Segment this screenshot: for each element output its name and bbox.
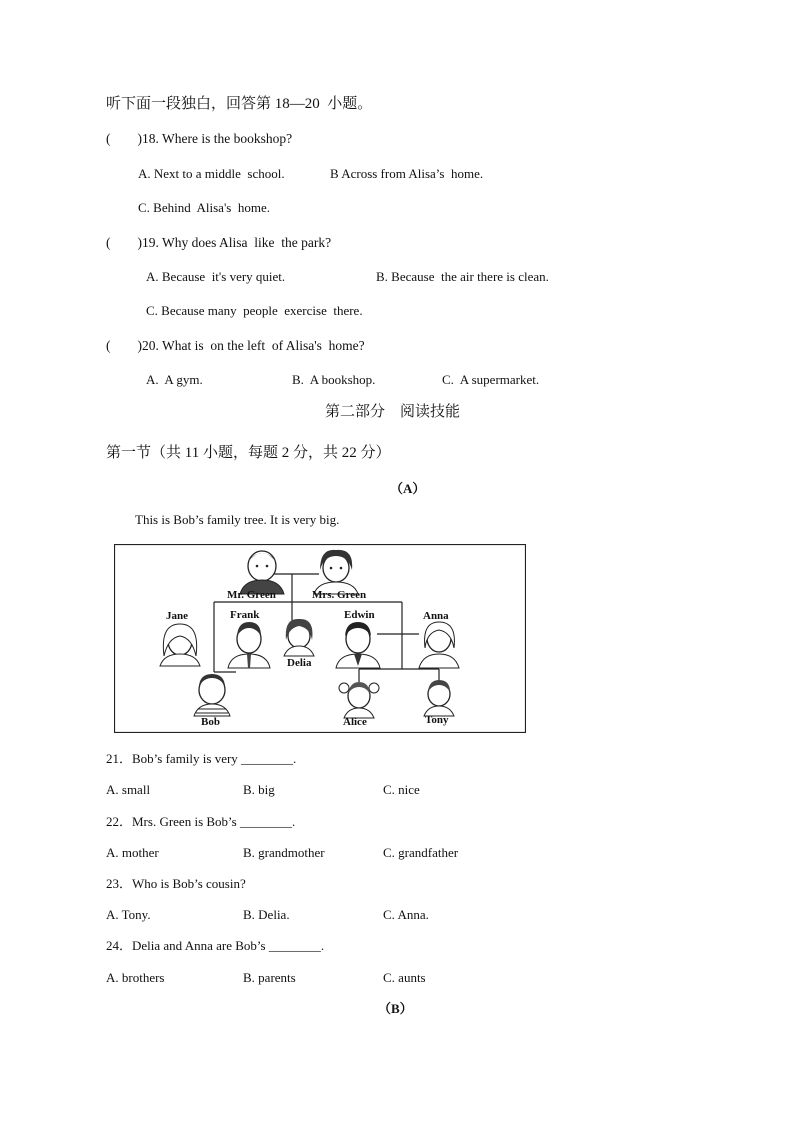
question-24-option-c: C. aunts	[383, 970, 426, 985]
family-tree-labels	[114, 544, 526, 733]
section-heading: 第一节（共 11 小题，每题 2 分，共 22 分）	[106, 445, 391, 461]
label-mrs-green: Mrs. Green	[312, 589, 367, 601]
question-22-option-a: A. mother	[106, 845, 159, 860]
question-20-option-b: B. A bookshop.	[292, 372, 376, 387]
question-23-option-b: B. Delia.	[243, 907, 290, 922]
label-delia: Delia	[287, 657, 312, 669]
passage-a-label: （A）	[390, 481, 426, 496]
question-21-option-c: C. nice	[383, 782, 420, 797]
question-18-option-a: A. Next to a middle school.	[138, 166, 285, 181]
label-edwin: Edwin	[344, 609, 375, 621]
question-24-option-b: B. parents	[243, 970, 296, 985]
label-bob: Bob	[201, 716, 220, 728]
question-23-option-a: A. Tony.	[106, 907, 151, 922]
question-21-stem: 21．Bob’s family is very ________.	[106, 751, 297, 766]
question-19-stem: ( )19. Why does Alisa like the park?	[106, 235, 332, 250]
question-20-option-a: A. A gym.	[146, 372, 203, 387]
label-tony: Tony	[425, 714, 449, 726]
passage-a-intro: This is Bob’s family tree. It is very big.	[135, 512, 340, 527]
label-anna: Anna	[423, 610, 449, 622]
question-19-option-b: B. Because the air there is clean.	[376, 269, 549, 284]
passage-b-label: （B）	[378, 1001, 413, 1016]
question-21-option-b: B. big	[243, 782, 275, 797]
listening-instruction: 听下面一段独白，回答第 18—20 小题。	[106, 96, 373, 112]
question-20-option-c: C. A supermarket.	[442, 372, 540, 387]
question-18-option-b: B Across from Alisa’s home.	[330, 166, 484, 181]
label-frank: Frank	[230, 609, 260, 621]
question-19-option-a: A. Because it's very quiet.	[146, 269, 286, 284]
part-title: 第二部分 阅读技能	[325, 404, 461, 420]
question-19-option-c: C. Because many people exercise there.	[146, 303, 363, 318]
label-jane: Jane	[166, 610, 188, 622]
question-22-option-c: C. grandfather	[383, 845, 459, 860]
question-21-option-a: A. small	[106, 782, 151, 797]
question-24-option-a: A. brothers	[106, 970, 165, 985]
label-mr-green: Mr. Green	[227, 589, 276, 601]
question-23-option-c: C. Anna.	[383, 907, 429, 922]
label-alice: Alice	[343, 716, 367, 728]
question-22-option-b: B. grandmother	[243, 845, 325, 860]
question-18-stem: ( )18. Where is the bookshop?	[106, 131, 293, 146]
question-22-stem: 22．Mrs. Green is Bob’s ________.	[106, 814, 296, 829]
question-20-stem: ( )20. What is on the left of Alisa's home?	[106, 338, 365, 353]
question-24-stem: 24．Delia and Anna are Bob’s ________.	[106, 938, 325, 953]
question-23-stem: 23．Who is Bob’s cousin?	[106, 876, 246, 891]
question-18-option-c: C. Behind Alisa's home.	[138, 200, 270, 215]
